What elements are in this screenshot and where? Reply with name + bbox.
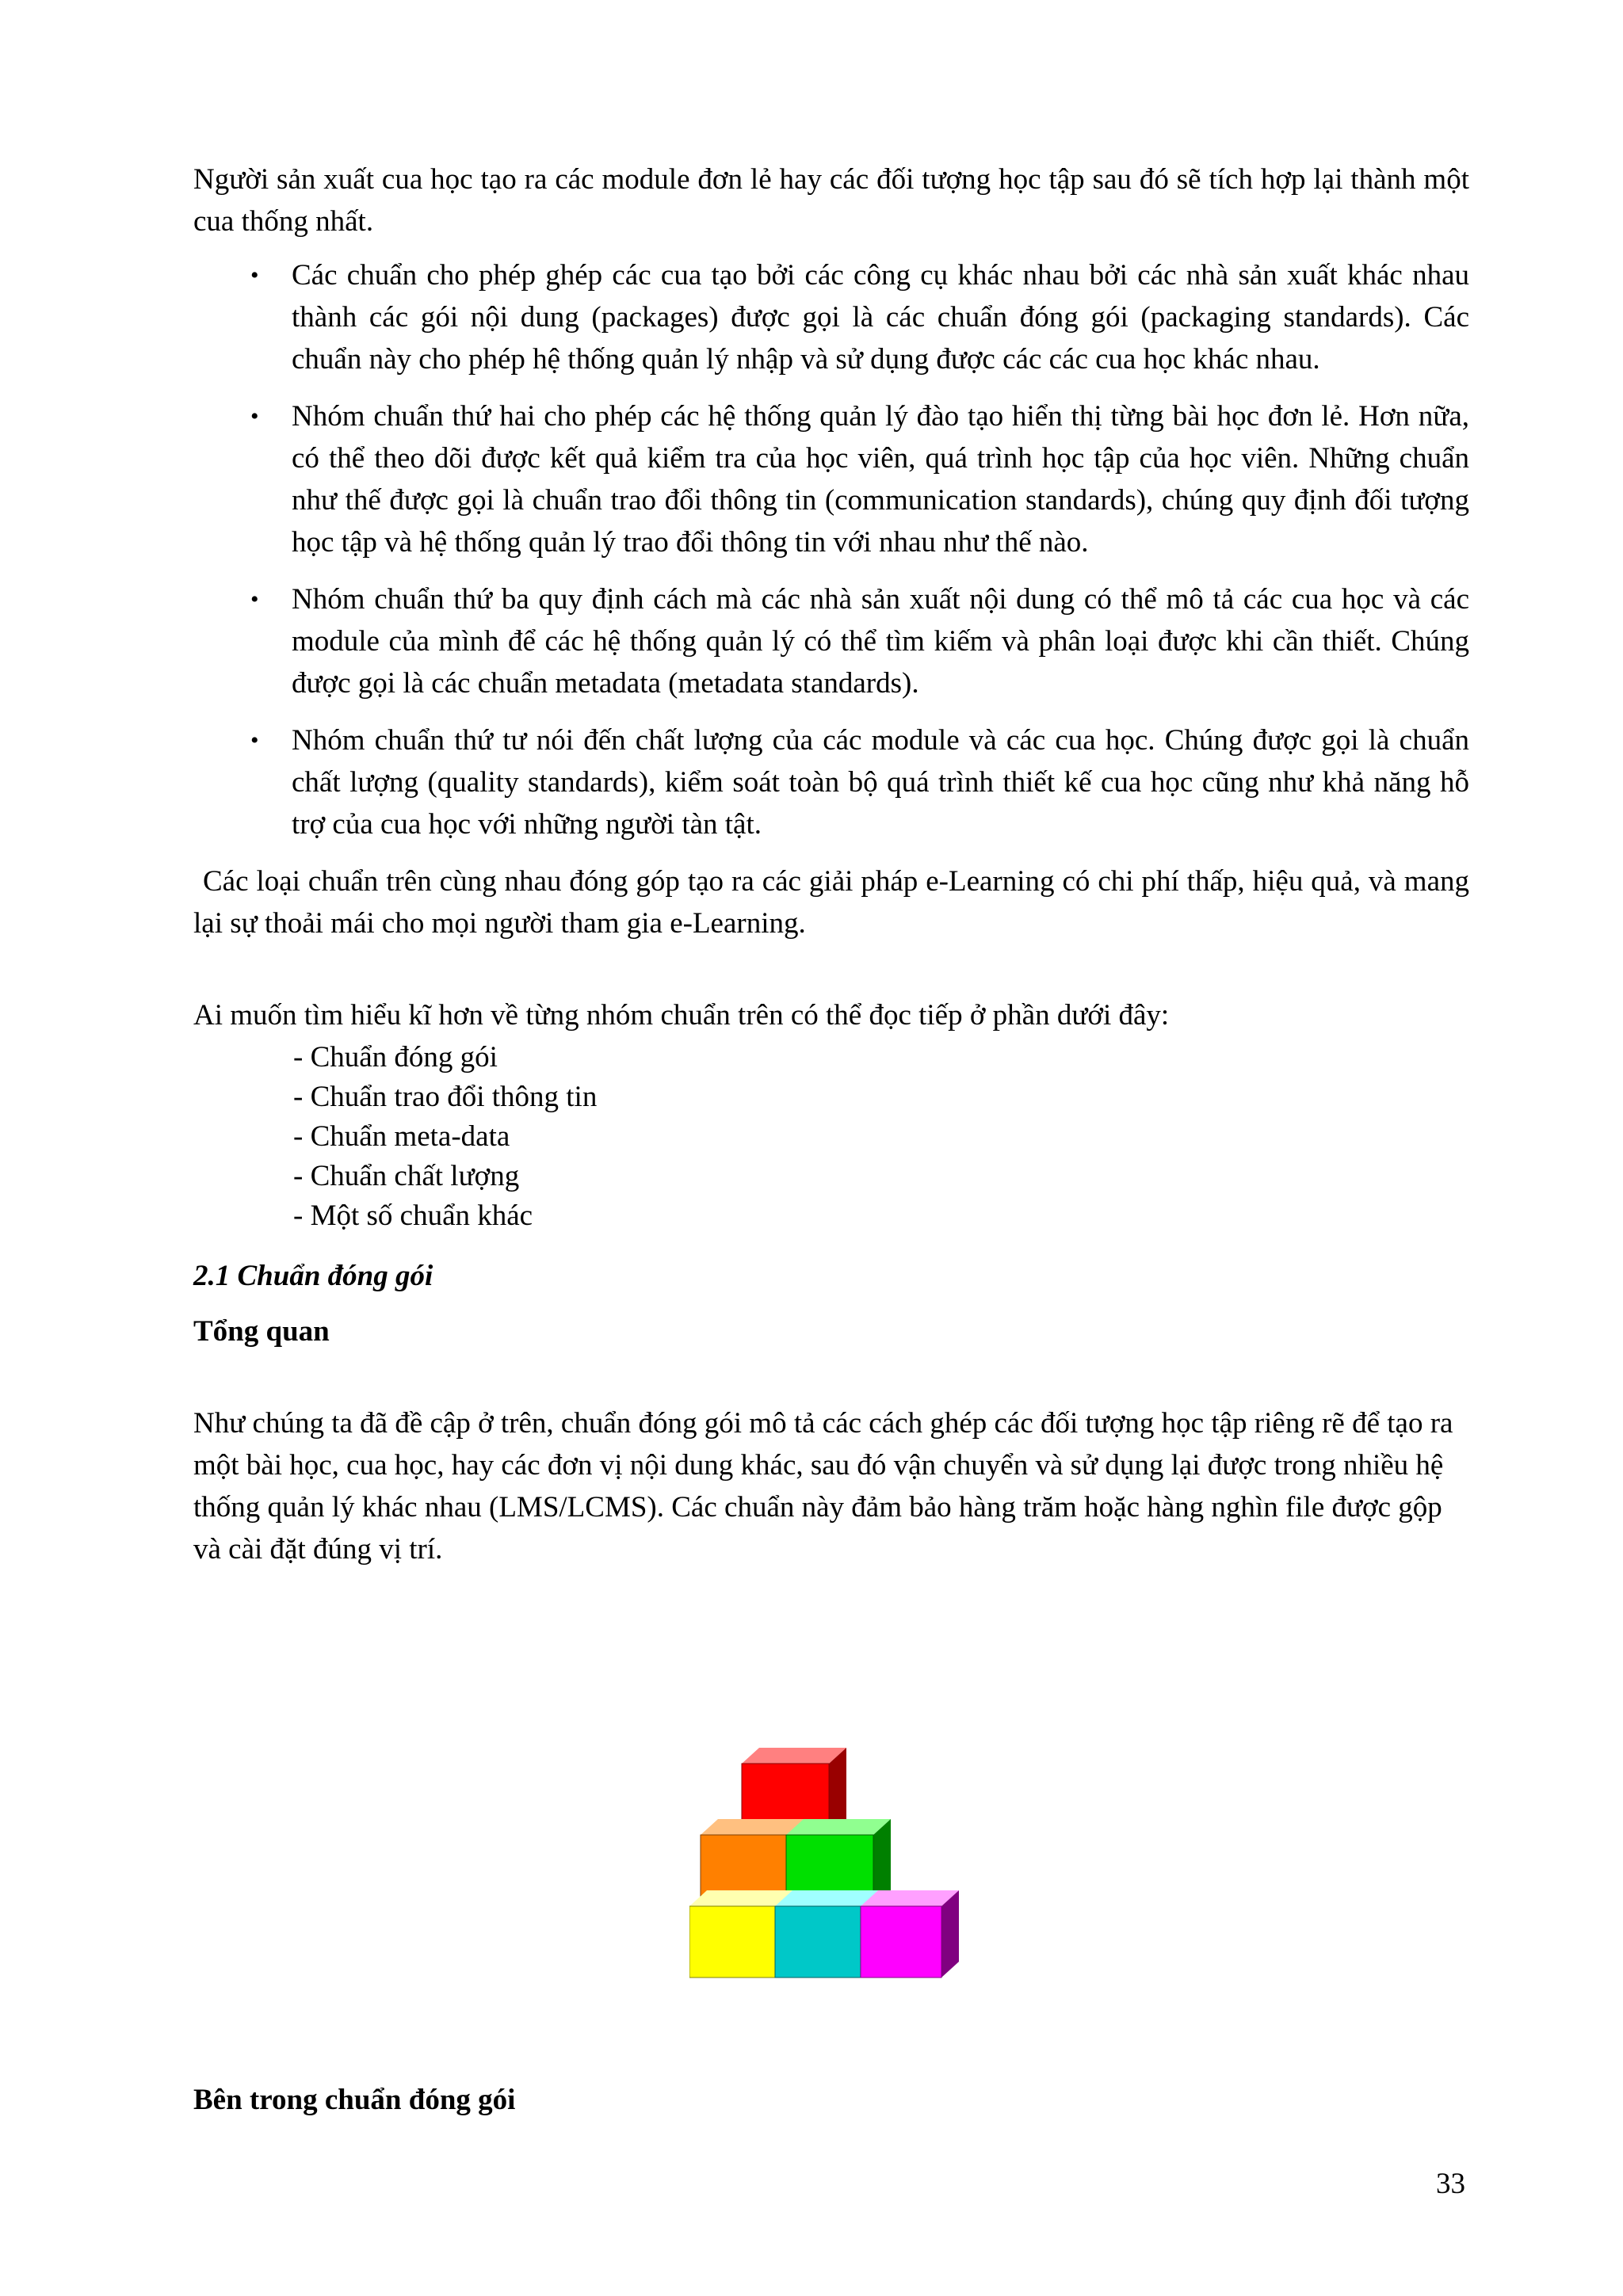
bullet-item bbox=[193, 254, 1469, 380]
list-item: - Chuẩn trao đổi thông tin bbox=[293, 1081, 598, 1113]
bullet-marker: • bbox=[250, 727, 259, 753]
magenta-cube-icon bbox=[861, 1890, 959, 1978]
page-number: 33 bbox=[1436, 2168, 1465, 2200]
bullet-text: Các chuẩn cho phép ghép các cua tạo bởi các công cụ khác nhau bởi các nhà sản xuất khác nhau thành các gói nội dung (packages) được gọi là các chuẩn đóng gói (packaging standards). Các chuẩn này cho phép hệ thống quản lý nhập và sử dụng được các các cua học khác nhau. bbox=[292, 259, 1469, 376]
bullet-item bbox=[193, 578, 1469, 704]
bullet-text: Nhóm chuẩn thứ ba quy định cách mà các nhà sản xuất nội dung có thể mô tả các cua học và các module của mình để các hệ thống quản lý có thể tìm kiếm và phân loại được khi cần thiết. Chúng được gọi là các chuẩn metadata (metadata standards). bbox=[292, 583, 1469, 700]
subheading-overview: Tổng quan bbox=[193, 1315, 330, 1348]
bullet-marker: • bbox=[250, 586, 259, 612]
paragraph-intro: Người sản xuất cua học tạo ra các module đơn lẻ hay các đối tượng học tập sau đó sẽ tích hợp lại thành một cua thống nhất. bbox=[193, 163, 1469, 238]
list-item: - Một số chuẩn khác bbox=[293, 1199, 533, 1232]
bullet-marker: • bbox=[250, 262, 259, 288]
standards-bullet-list bbox=[193, 254, 1469, 845]
bullet-marker: • bbox=[250, 403, 259, 429]
list-item: - Chuẩn meta-data bbox=[293, 1120, 510, 1153]
paragraph-overview: Như chúng ta đã đề cập ở trên, chuẩn đóng gói mô tả các cách ghép các đối tượng học tập riêng rẽ để tạo ra một bài học, cua học, hay các đơn vị nội dung khác, sau đó vận chuyển và sử dụng lại được trong nhiều hệ thống quản lý khác nhau (LMS/LCMS). Các chuẩn này đảm bảo hàng trăm hoặc hàng nghìn file được gộp và cài đặt đúng vị trí. bbox=[193, 1407, 1453, 1566]
list-item: - Chuẩn đóng gói bbox=[293, 1041, 498, 1074]
list-item: - Chuẩn chất lượng bbox=[293, 1160, 520, 1192]
bullet-item bbox=[193, 395, 1469, 563]
bullet-text: Nhóm chuẩn thứ tư nói đến chất lượng của các module và các cua học. Chúng được gọi là chuẩn chất lượng (quality standards), kiểm soát toàn bộ quá trình thiết kế cua học cũng như khả năng hỗ trợ của cua học với những người tàn tật. bbox=[292, 724, 1469, 841]
paragraph-summary: Các loại chuẩn trên cùng nhau đóng góp tạo ra các giải pháp e-Learning có chi phí thấp, hiệu quả, và mang lại sự thoải mái cho mọi người tham gia e-Learning. bbox=[193, 865, 1469, 940]
bullet-item bbox=[193, 719, 1469, 845]
page-content bbox=[193, 158, 1469, 1570]
stacked-cubes-icon bbox=[689, 1743, 959, 1989]
paragraph-further-reading: Ai muốn tìm hiểu kĩ hơn về từng nhóm chuẩn trên có thể đọc tiếp ở phần dưới đây: bbox=[193, 999, 1170, 1032]
bullet-text: Nhóm chuẩn thứ hai cho phép các hệ thống quản lý đào tạo hiển thị từng bài học đơn lẻ. Hơn nữa, có thể theo dõi được kết quả kiểm tra của học viên, quá trình học tập của học viên. Những chuẩn như thế được gọi là chuẩn trao đổi thông tin (communication standards), chúng quy định đối tượng học tập và hệ thống quản lý trao đổi thông tin với nhau như thế nào. bbox=[292, 400, 1469, 559]
subheading-inside-packaging: Bên trong chuẩn đóng gói bbox=[193, 2084, 516, 2116]
standards-group-list bbox=[293, 1038, 1469, 1236]
section-heading: 2.1 Chuẩn đóng gói bbox=[193, 1260, 433, 1292]
